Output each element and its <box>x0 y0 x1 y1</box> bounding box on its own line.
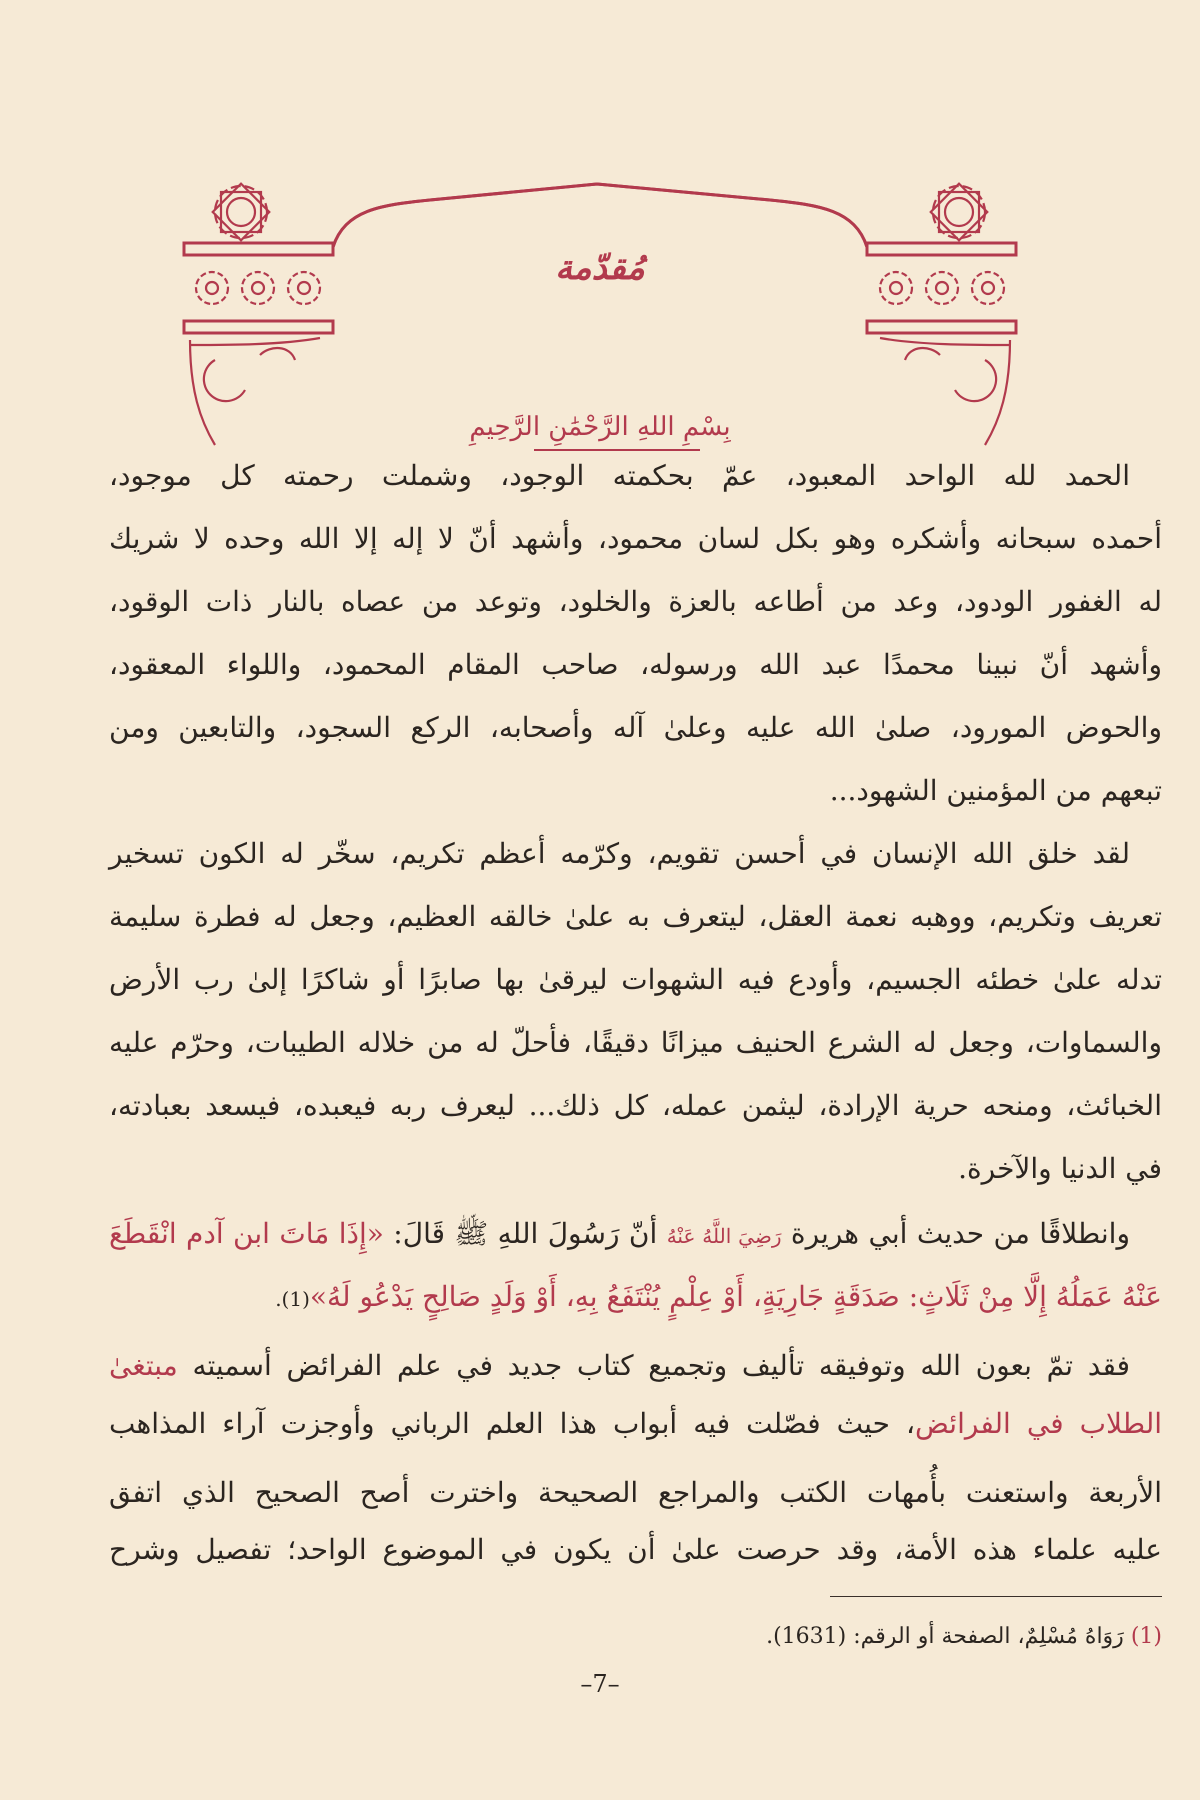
arch <box>333 184 867 247</box>
text-line <box>109 1209 1162 1259</box>
text-segment: له الغفور الودود، وعد من أطاعه بالعزة والخلود، وتوعد من عصاه بالنار ذات الوقود، <box>109 585 1162 618</box>
text-segment: الأربعة واستعنت بأُمهات الكتب والمراجع الصحيحة واخترت أصح الصحيح الذي اتفق <box>109 1476 1162 1509</box>
text-line <box>109 955 1162 1005</box>
text-line <box>109 640 1162 690</box>
text-segment: تدله علىٰ خطئه الجسيم، وأودع فيه الشهوات ليرقىٰ بها صابرًا أو شاكرًا إلىٰ رب الأرض <box>109 963 1163 996</box>
text-segment: فقد تمّ بعون الله وتوفيقه تأليف وتجميع كتاب جديد في علم الفرائض أسميته <box>177 1349 1130 1382</box>
basmala: بِسْمِ اللهِ الرَّحْمَٰنِ الرَّحِيمِ <box>469 412 731 442</box>
footnote-marker: (1) <box>1130 1624 1162 1649</box>
text-segment: الخبائث، ومنحه حرية الإرادة، ليثمن عمله، كل ذلك... ليعرف ربه فيعبده، فيسعد بعبادته، <box>109 1089 1162 1122</box>
text-line <box>109 1272 1162 1322</box>
text-segment: ، حيث فصّلت فيه أبواب هذا العلم الرباني وأوجزت آراء المذاهب <box>109 1407 915 1440</box>
highlighted-text: عَنْهُ عَمَلُهُ إِلَّا مِنْ ثَلَاثٍ: صَدَقَةٍ جَارِيَةٍ، أَوْ عِلْمٍ يُنْتَفَعُ بِهِ، أَوْ وَلَدٍ صَالِحٍ يَدْعُو لَهُ» <box>309 1280 1162 1313</box>
text-segment: وأشهد أنّ نبينا محمدًا عبد الله ورسوله، صاحب المقام المحمود، واللواء المعقود، <box>109 648 1162 681</box>
highlighted-text: «إِذَا مَاتَ ابن آدم انْقَطَعَ <box>109 1217 384 1250</box>
text-segment: أحمده سبحانه وأشكره وهو بكل لسان محمود، وأشهد أنّ لا إله إلا الله وحده لا شريك <box>109 522 1162 555</box>
text-segment: لقد خلق الله الإنسان في أحسن تقويم، وكرّمه أعظم تكريم، سخّر له الكون تسخير <box>109 837 1130 870</box>
text-segment: والحوض المورود، صلىٰ الله عليه وعلىٰ آله وأصحابه، الركع السجود، والتابعين ومن <box>109 711 1162 744</box>
highlighted-text: رَضِيَ اللَّهُ عَنْهُ <box>666 1224 782 1248</box>
highlighted-text: مبتغىٰ <box>109 1349 178 1382</box>
footnote-text: رَوَاهُ مُسْلِمٌ، الصفحة أو الرقم: (1631). <box>766 1624 1131 1649</box>
text-line <box>109 1399 1162 1449</box>
text-line <box>109 892 1162 942</box>
text-line <box>109 577 1162 627</box>
text-segment: وانطلاقًا من حديث أبي هريرة <box>781 1217 1130 1250</box>
text-segment: أنّ رَسُولَ اللهِ ﷺ قَالَ: <box>383 1217 667 1250</box>
highlighted-text: الطلاب في الفرائض <box>915 1407 1162 1440</box>
text-line <box>109 829 1162 879</box>
text-line <box>109 1144 1162 1194</box>
footnote <box>500 1624 1162 1649</box>
text-segment: في الدنيا والآخرة. <box>958 1152 1162 1185</box>
footnote-divider <box>830 1596 1162 1597</box>
text-segment: تبعهم من المؤمنين الشهود... <box>829 774 1162 807</box>
text-line <box>109 1341 1162 1391</box>
text-line <box>109 1525 1162 1575</box>
text-line <box>109 1468 1162 1518</box>
text-segment: تعريف وتكريم، ووهبه نعمة العقل، ليتعرف به علىٰ خالقه العظيم، وجعل له فطرة سليمة <box>109 900 1162 933</box>
rosettes <box>190 184 1010 445</box>
text-segment: والسماوات، وجعل له الشرع الحنيف ميزانًا دقيقًا، فأحلّ له من خلاله الطيبات، وحرّم عليه <box>109 1026 1162 1059</box>
text-line <box>109 1018 1162 1068</box>
text-line <box>109 703 1162 753</box>
text-line <box>109 514 1162 564</box>
text-line <box>109 766 1162 816</box>
text-line <box>109 1081 1162 1131</box>
text-segment: (1). <box>275 1287 310 1311</box>
text-segment: عليه علماء هذه الأمة، وقد حرصت علىٰ أن يكون في الموضوع الواحد؛ تفصيل وشرح <box>109 1533 1162 1566</box>
page-number: –7– <box>580 1670 620 1698</box>
text-line <box>109 451 1162 501</box>
section-title: مُقدّمة <box>555 248 645 288</box>
text-segment: الحمد لله الواحد المعبود، عمّ بحكمته الوجود، وشملت رحمته كل موجود، <box>109 459 1130 492</box>
